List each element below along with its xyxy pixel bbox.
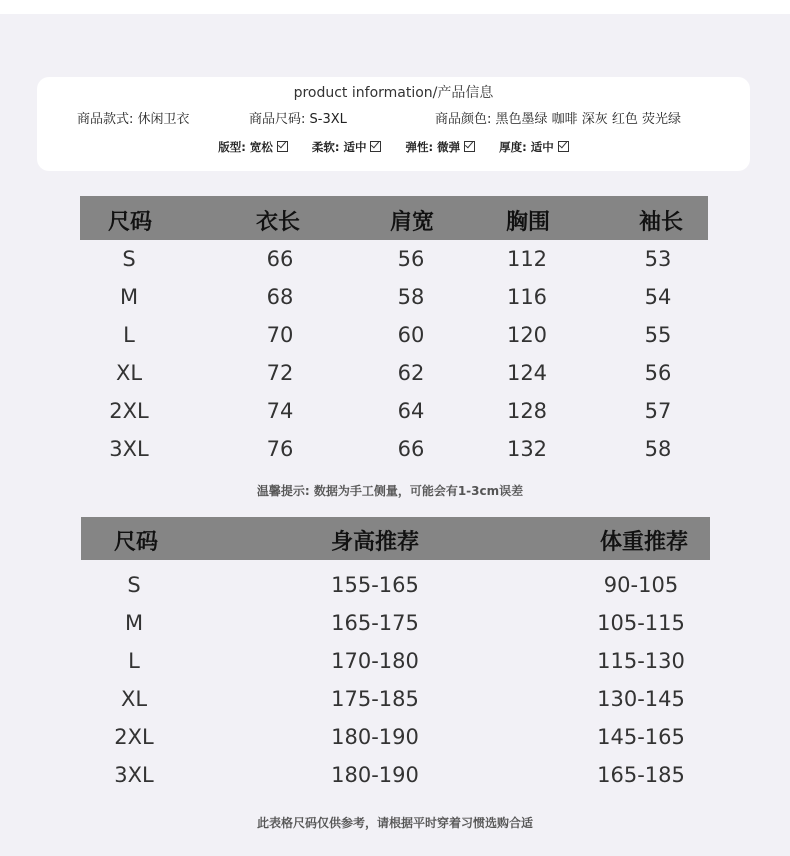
table-cell: 57 [644,399,672,423]
table-row [80,361,708,399]
product-info-card [37,77,750,171]
style-value: 休闲卫衣 [137,112,190,127]
table-cell: 58 [397,285,425,309]
table-row [81,649,710,687]
table-cell: 74 [266,399,294,423]
attribute-label: 厚度: 适中 [499,140,554,154]
table-cell: 56 [644,361,672,385]
table-cell: 170-180 [331,649,419,673]
table-cell: XL [120,687,148,711]
table-row [81,687,710,725]
table-cell: 130-145 [597,687,685,711]
attr-fit [218,139,288,155]
size-field [249,108,347,127]
attr-softness [312,139,382,155]
recommend-table-body [81,573,710,801]
attribute-label: 版型: 宽松 [218,140,273,154]
table-row [81,763,710,801]
table-cell: 90-105 [603,573,679,597]
table-cell: 132 [506,437,548,461]
table-cell: M [124,611,144,635]
header-size: 尺码 [107,210,153,235]
attr-elasticity [406,139,476,155]
table-cell: 64 [397,399,425,423]
attribute-row [37,139,750,155]
checkbox-icon [558,141,569,152]
header-shoulder: 肩宽 [389,210,435,235]
table-cell: 70 [266,323,294,347]
table-cell: 72 [266,361,294,385]
header-length: 衣长 [255,210,301,235]
measurement-note: 温馨提示: 数据为手工侧量，可能会有1-3cm误差 [256,484,524,498]
size-label: 商品尺码: [249,112,306,127]
header-sleeve: 袖长 [638,210,684,235]
product-info-title: product information/产品信息 [293,85,494,101]
table-row [80,437,708,475]
table-cell: 175-185 [331,687,419,711]
table-cell: 180-190 [331,763,419,787]
table-cell: 2XL [114,725,154,749]
table-cell: 66 [397,437,425,461]
table-row [80,323,708,361]
table-cell: 116 [506,285,548,309]
top-strip [0,0,790,14]
size-table-header [80,196,708,240]
table-row [81,573,710,611]
table-cell: 53 [644,247,672,271]
header-weight: 体重推荐 [599,530,689,555]
table-row [80,399,708,437]
table-cell: 66 [266,247,294,271]
table-cell: 62 [397,361,425,385]
table-cell: L [123,323,135,347]
style-field [77,108,190,127]
checkbox-icon [370,141,381,152]
table-cell: 58 [644,437,672,461]
style-label: 商品款式: [77,112,134,127]
size-value: S-3XL [309,112,347,127]
table-cell: 165-185 [597,763,685,787]
table-cell: 76 [266,437,294,461]
table-cell: 115-130 [597,649,685,673]
header-size: 尺码 [113,530,159,555]
color-field [435,108,681,127]
table-row [81,725,710,763]
table-cell: 3XL [114,763,154,787]
table-cell: 112 [506,247,548,271]
table-cell: 128 [506,399,548,423]
table-cell: 3XL [109,437,149,461]
table-cell: 60 [397,323,425,347]
attribute-label: 柔软: 适中 [311,140,367,154]
attr-thickness [499,139,569,155]
color-label: 商品颜色: [435,112,492,127]
size-table-body [80,247,708,475]
table-cell: 180-190 [331,725,419,749]
table-cell: 165-175 [331,611,419,635]
table-cell: XL [115,361,143,385]
table-cell: 155-165 [331,573,419,597]
color-value: 黑色墨绿 咖啡 深灰 红色 荧光绿 [495,112,682,127]
header-height: 身高推荐 [330,530,420,555]
table-row [80,285,708,323]
table-row [81,611,710,649]
table-cell: 55 [644,323,672,347]
table-cell: 124 [506,361,548,385]
recommend-table-header [81,517,710,560]
header-chest: 胸围 [505,210,551,235]
table-cell: 2XL [109,399,149,423]
checkbox-icon [277,141,288,152]
table-cell: S [127,573,141,597]
checkbox-icon [464,141,475,152]
table-cell: 68 [266,285,294,309]
table-cell: 145-165 [597,725,685,749]
attribute-label: 弹性: 微弹 [405,140,461,154]
table-cell: 54 [644,285,672,309]
reference-note: 此表格尺码仅供参考，请根据平时穿着习惯选购合适 [256,816,533,830]
table-cell: S [122,247,136,271]
table-cell: M [119,285,139,309]
table-cell: 120 [506,323,548,347]
table-row [80,247,708,285]
table-cell: 56 [397,247,425,271]
table-cell: 105-115 [597,611,685,635]
table-cell: L [128,649,140,673]
